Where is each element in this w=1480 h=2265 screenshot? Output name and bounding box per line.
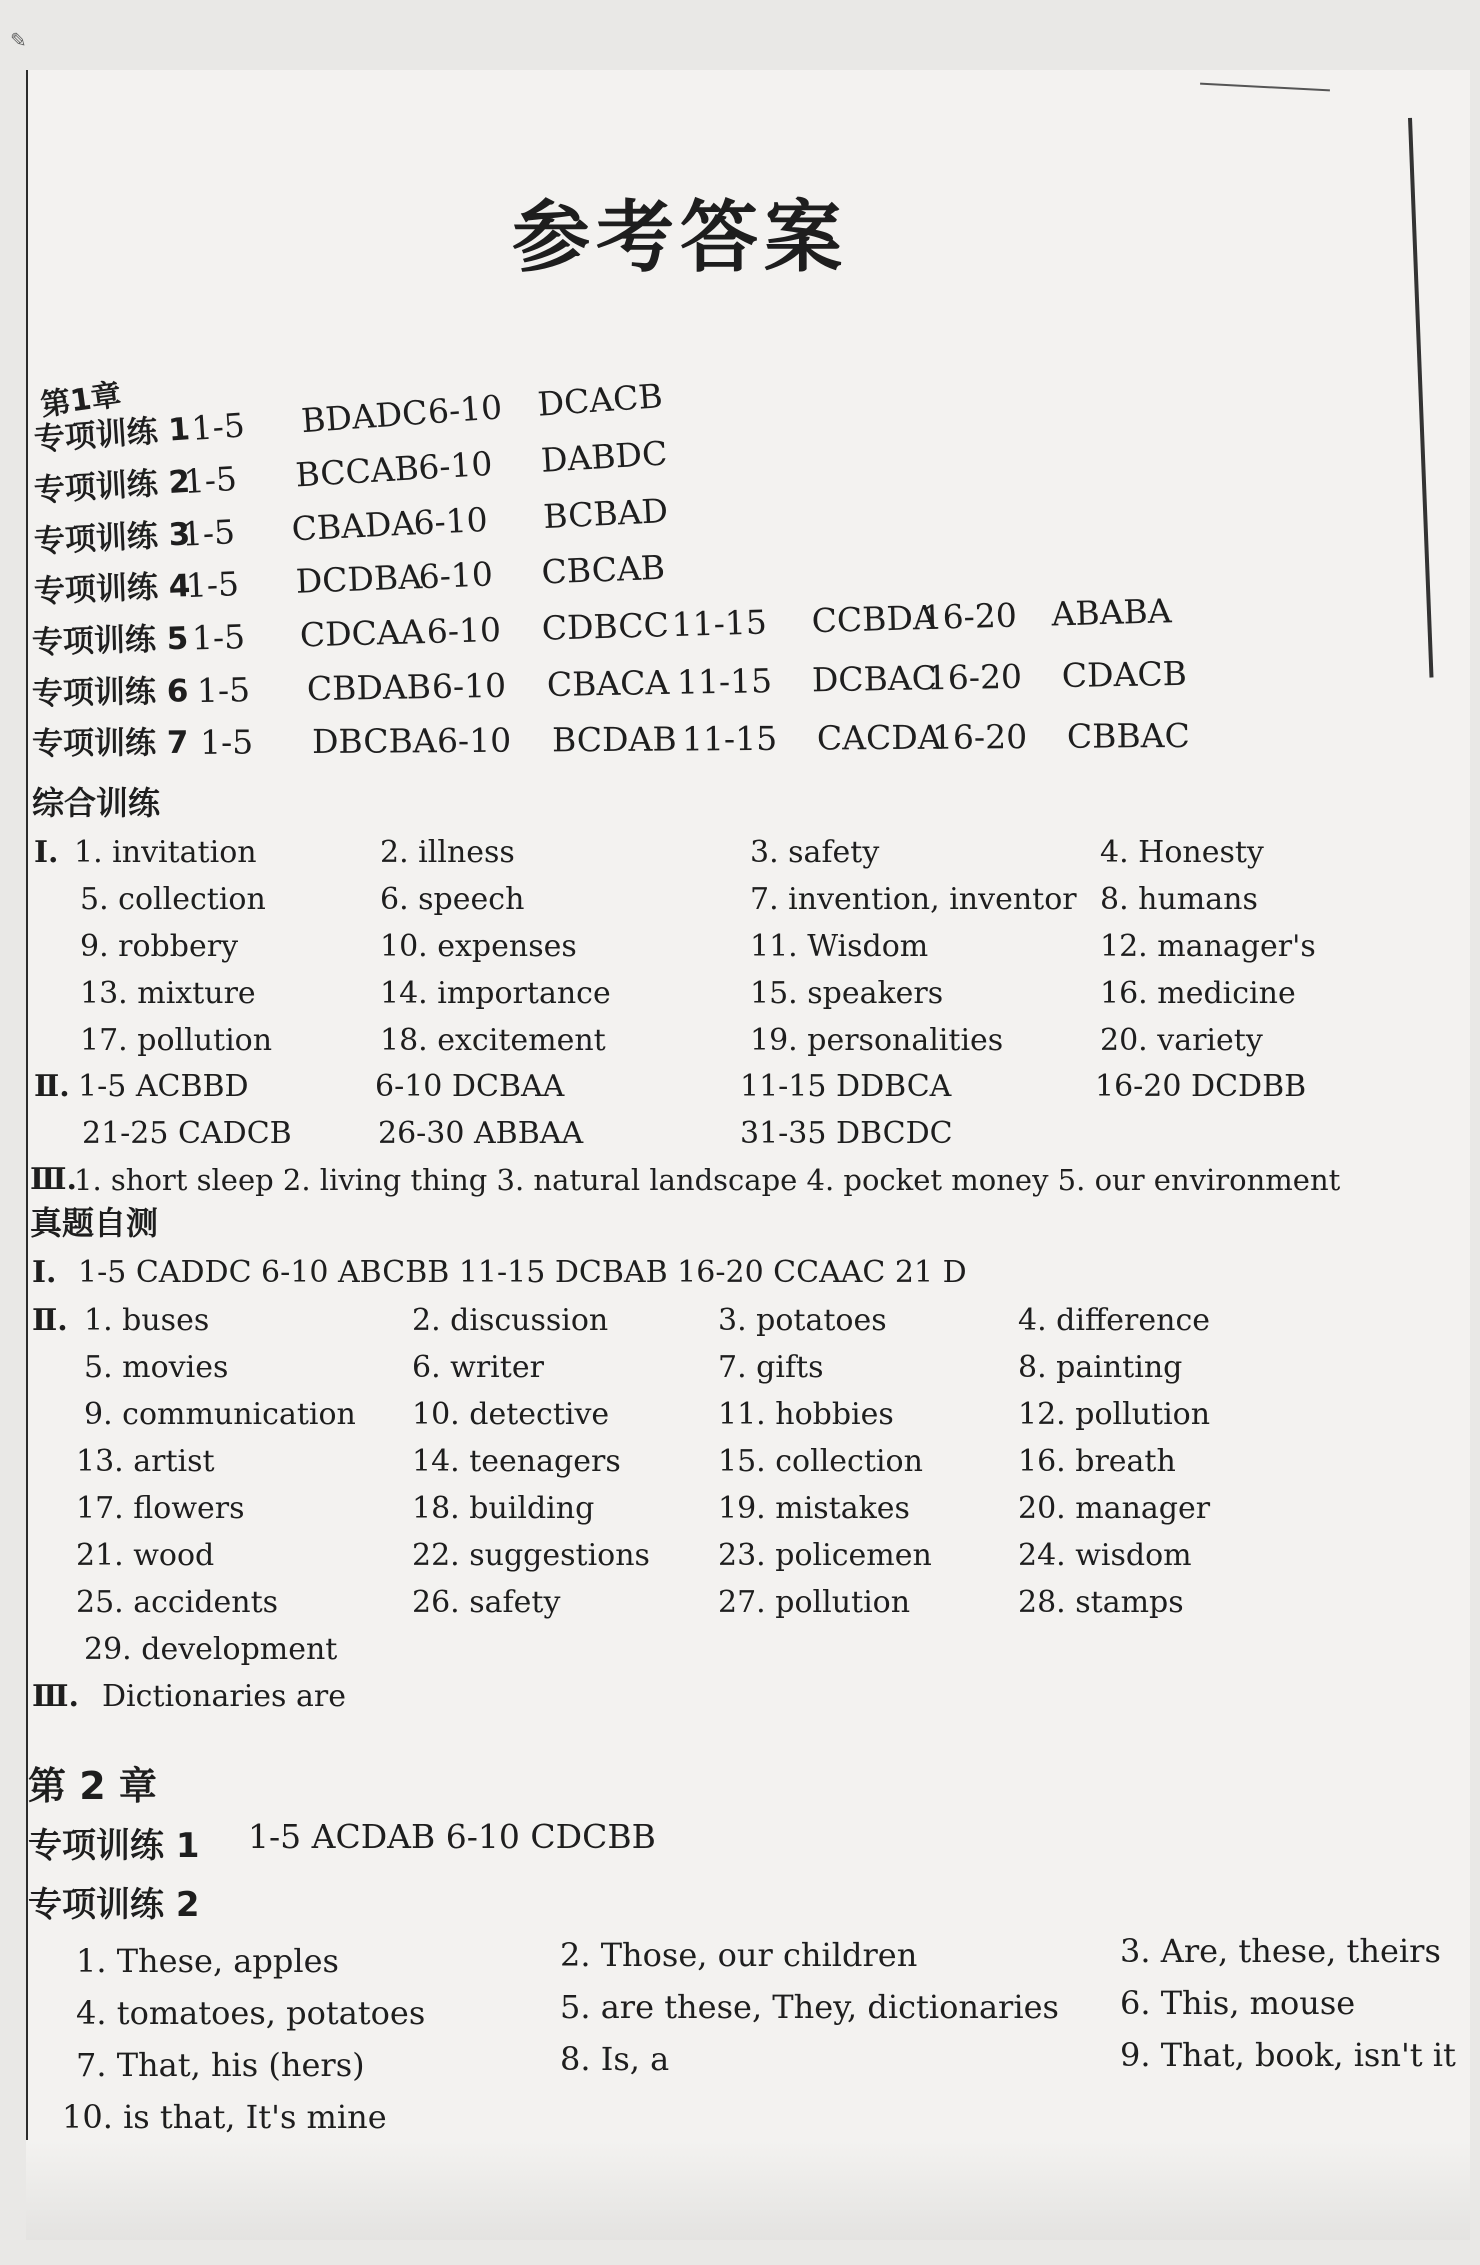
- sentence-answer: 4. tomatoes, potatoes: [76, 1994, 426, 2032]
- drill-label: 专项训练 1: [32, 411, 192, 458]
- drill-label: 专项训练 4: [33, 568, 191, 610]
- page-title: 参考答案: [511, 193, 848, 283]
- drill-label: 专项训练 7: [31, 724, 189, 762]
- answer-key: CDCAA: [299, 612, 426, 655]
- vocab-answer: 24. wisdom: [1018, 1538, 1192, 1573]
- vocab-answer: 15. speakers: [750, 976, 944, 1011]
- question-range: 6-10: [436, 720, 512, 761]
- answer-key: CBDAB: [306, 667, 432, 709]
- question-range: 16-20: [921, 595, 1018, 638]
- vocab-answer: 16. breath: [1018, 1444, 1176, 1479]
- vocab-answer: 17. pollution: [80, 1023, 273, 1058]
- vocab-answer: 1. invitation: [74, 835, 257, 870]
- question-range: 6-10: [417, 554, 494, 597]
- sentence-answer: 8. Is, a: [560, 2040, 670, 2078]
- question-range: 16-20: [926, 656, 1023, 698]
- roman-2: Ⅱ.: [34, 1069, 70, 1104]
- vocab-answer: 26. safety: [412, 1585, 561, 1620]
- vocab-answer: 21. wood: [76, 1538, 215, 1573]
- roman-3: Ⅲ.: [32, 1679, 79, 1714]
- vocab-answer: 3. safety: [750, 835, 880, 870]
- answer-key: CACDA: [816, 717, 942, 758]
- vocab-answer: 1. buses: [84, 1303, 210, 1338]
- vocab-answer: 25. accidents: [76, 1585, 279, 1620]
- vocab-answer: 4. difference: [1018, 1303, 1210, 1338]
- question-range: 1-5: [182, 458, 238, 502]
- answer-key-group: 21-25 CADCB: [82, 1116, 292, 1151]
- vocab-answer: 20. variety: [1100, 1023, 1263, 1058]
- answer-key: ABABA: [1051, 591, 1173, 634]
- vocab-answer: 9. robbery: [80, 929, 239, 964]
- vocab-answer: 12. pollution: [1018, 1397, 1211, 1432]
- vocab-answer: 10. expenses: [380, 929, 577, 964]
- vocab-answer: 17. flowers: [76, 1491, 245, 1526]
- vocab-answer: 13. artist: [76, 1444, 215, 1479]
- question-range: 16-20: [931, 717, 1028, 757]
- sentence-answer: 3. Are, these, theirs: [1120, 1932, 1441, 1970]
- vocab-answer: 5. movies: [84, 1350, 229, 1385]
- answer-key: DCBAC: [811, 658, 938, 700]
- vocab-answer: 16. medicine: [1100, 976, 1296, 1011]
- question-range: 6-10: [412, 499, 489, 543]
- drill-label: 专项训练 2: [32, 463, 192, 509]
- vocab-answer: 19. mistakes: [718, 1491, 910, 1526]
- sentence-answer: 5. are these, They, dictionaries: [560, 1988, 1059, 2026]
- answer-key-group: 31-35 DBCDC: [740, 1116, 953, 1151]
- vocab-answer: 10. detective: [412, 1397, 610, 1432]
- vocab-answer: 29. development: [84, 1632, 338, 1667]
- answer-key-group: 16-20 DCDBB: [1095, 1069, 1307, 1104]
- answer-key-group: 1-5 ACBBD: [78, 1069, 249, 1104]
- answer-key-line: 1-5 ACDAB 6-10 CDCBB: [248, 1817, 656, 1856]
- vocab-answer: 7. invention, inventor: [750, 882, 1077, 917]
- page-bottom-shadow: [26, 2140, 1470, 2240]
- roman-2: Ⅱ.: [32, 1303, 68, 1338]
- drill-label: 专项训练 3: [33, 516, 192, 560]
- question-range: 1-5: [191, 617, 246, 658]
- question-range: 11-15: [676, 661, 773, 702]
- vocab-answer: 18. excitement: [380, 1023, 606, 1058]
- real-test-heading: 真题自测: [30, 1204, 159, 1242]
- question-range: 1-5: [199, 722, 254, 762]
- vocab-answer: 4. Honesty: [1100, 835, 1264, 870]
- vocab-answer: 28. stamps: [1018, 1585, 1184, 1620]
- vocab-answer: 11. hobbies: [718, 1397, 894, 1432]
- vocab-answer: 20. manager: [1018, 1491, 1211, 1526]
- sentence-answer: 2. Those, our children: [560, 1936, 918, 1974]
- drill-label: 专项训练 5: [31, 620, 189, 661]
- chapter-2-label: 第 2 章: [28, 1764, 157, 1808]
- answer-key: CBBAC: [1066, 715, 1190, 756]
- answer-key-group: 6-10 DCBAA: [375, 1069, 565, 1104]
- answer-key-line: 1-5 CADDC 6-10 ABCBB 11-15 DCBAB 16-20 CCAAC 21 D: [78, 1255, 967, 1290]
- question-range: 1-5: [196, 670, 251, 711]
- vocab-answer: 19. personalities: [750, 1023, 1004, 1058]
- drill-label: 专项训练 2: [28, 1885, 200, 1925]
- answer-key: CDACB: [1061, 653, 1188, 696]
- vocab-answer: 3. potatoes: [718, 1303, 887, 1338]
- vocab-answer: 6. writer: [412, 1350, 544, 1385]
- roman-3: Ⅲ.: [30, 1162, 77, 1197]
- vocab-answer: 8. painting: [1018, 1350, 1183, 1385]
- vocab-answer: 11. Wisdom: [750, 929, 929, 964]
- drill-label: 专项训练 6: [31, 673, 189, 712]
- vocab-answer: 27. pollution: [718, 1585, 911, 1620]
- vocab-answer: 23. policemen: [718, 1538, 932, 1573]
- sentence-answer: 10. is that, It's mine: [62, 2098, 387, 2136]
- sentence-answer: 9. That, book, isn't it: [1120, 2036, 1456, 2074]
- answer-key: BDADC: [299, 392, 429, 441]
- answer-key-group: 11-15 DDBCA: [740, 1069, 952, 1104]
- drill-row: [32, 713, 1232, 767]
- vocab-answer: 14. teenagers: [412, 1444, 621, 1479]
- sentence-answer: 6. This, mouse: [1120, 1984, 1356, 2022]
- answer-key: BCDAB: [551, 719, 677, 760]
- answer-key: CCBDA: [811, 597, 938, 641]
- drill-label: 专项训练 1: [28, 1826, 200, 1866]
- question-range: 6-10: [417, 443, 494, 488]
- pencil-icon: ✎: [10, 28, 27, 52]
- vocab-answer: 2. discussion: [412, 1303, 609, 1338]
- question-range: 1-5: [180, 512, 236, 554]
- answer-key: DCDBA: [295, 557, 423, 601]
- question-range: 11-15: [681, 718, 778, 759]
- sentence-answer: 1. These, apples: [76, 1942, 339, 1980]
- question-range: 1-5: [190, 405, 246, 448]
- vocab-answer: 13. mixture: [80, 976, 256, 1011]
- vocab-answer: 7. gifts: [718, 1350, 824, 1385]
- answer-key: CDBCC: [541, 605, 670, 648]
- question-range: 6-10: [431, 665, 507, 707]
- vocab-answer: 12. manager's: [1100, 929, 1316, 964]
- answer-key: DBCBA: [311, 721, 437, 762]
- vocab-answer: 18. building: [412, 1491, 595, 1526]
- answer-key: DCACB: [536, 376, 664, 424]
- vocab-answer: 9. communication: [84, 1397, 356, 1432]
- answer-key-group: 26-30 ABBAA: [378, 1116, 584, 1151]
- question-range: 6-10: [426, 609, 502, 651]
- sentence-answer: Dictionaries are: [102, 1679, 346, 1714]
- question-range: 6-10: [426, 387, 504, 432]
- answer-key: DABDC: [539, 433, 669, 480]
- answer-key: CBADA: [290, 503, 417, 549]
- answer-key: CBCAB: [540, 547, 666, 592]
- question-range: 1-5: [185, 564, 240, 606]
- vocab-answer: 6. speech: [380, 882, 525, 917]
- chapter-1-label: 第1章: [38, 377, 124, 424]
- answer-key: BCCAB: [294, 448, 420, 495]
- sentence-answer: 7. That, his (hers): [76, 2046, 365, 2084]
- answer-key: CBACA: [546, 662, 670, 705]
- vocab-answer: 22. suggestions: [412, 1538, 650, 1573]
- vocab-answer: 5. collection: [80, 882, 266, 917]
- phrase-answers: 1. short sleep 2. living thing 3. natural landscape 4. pocket money 5. our environment: [74, 1163, 1341, 1197]
- comprehensive-heading: 综合训练: [32, 784, 161, 822]
- vocab-answer: 2. illness: [380, 835, 515, 870]
- question-range: 11-15: [671, 602, 768, 645]
- vocab-answer: 15. collection: [718, 1444, 923, 1479]
- vocab-answer: 14. importance: [380, 976, 611, 1011]
- roman-1: Ⅰ.: [32, 1255, 57, 1290]
- vocab-answer: 8. humans: [1100, 882, 1258, 917]
- roman-1: Ⅰ.: [34, 835, 59, 870]
- answer-key: BCBAD: [542, 491, 669, 537]
